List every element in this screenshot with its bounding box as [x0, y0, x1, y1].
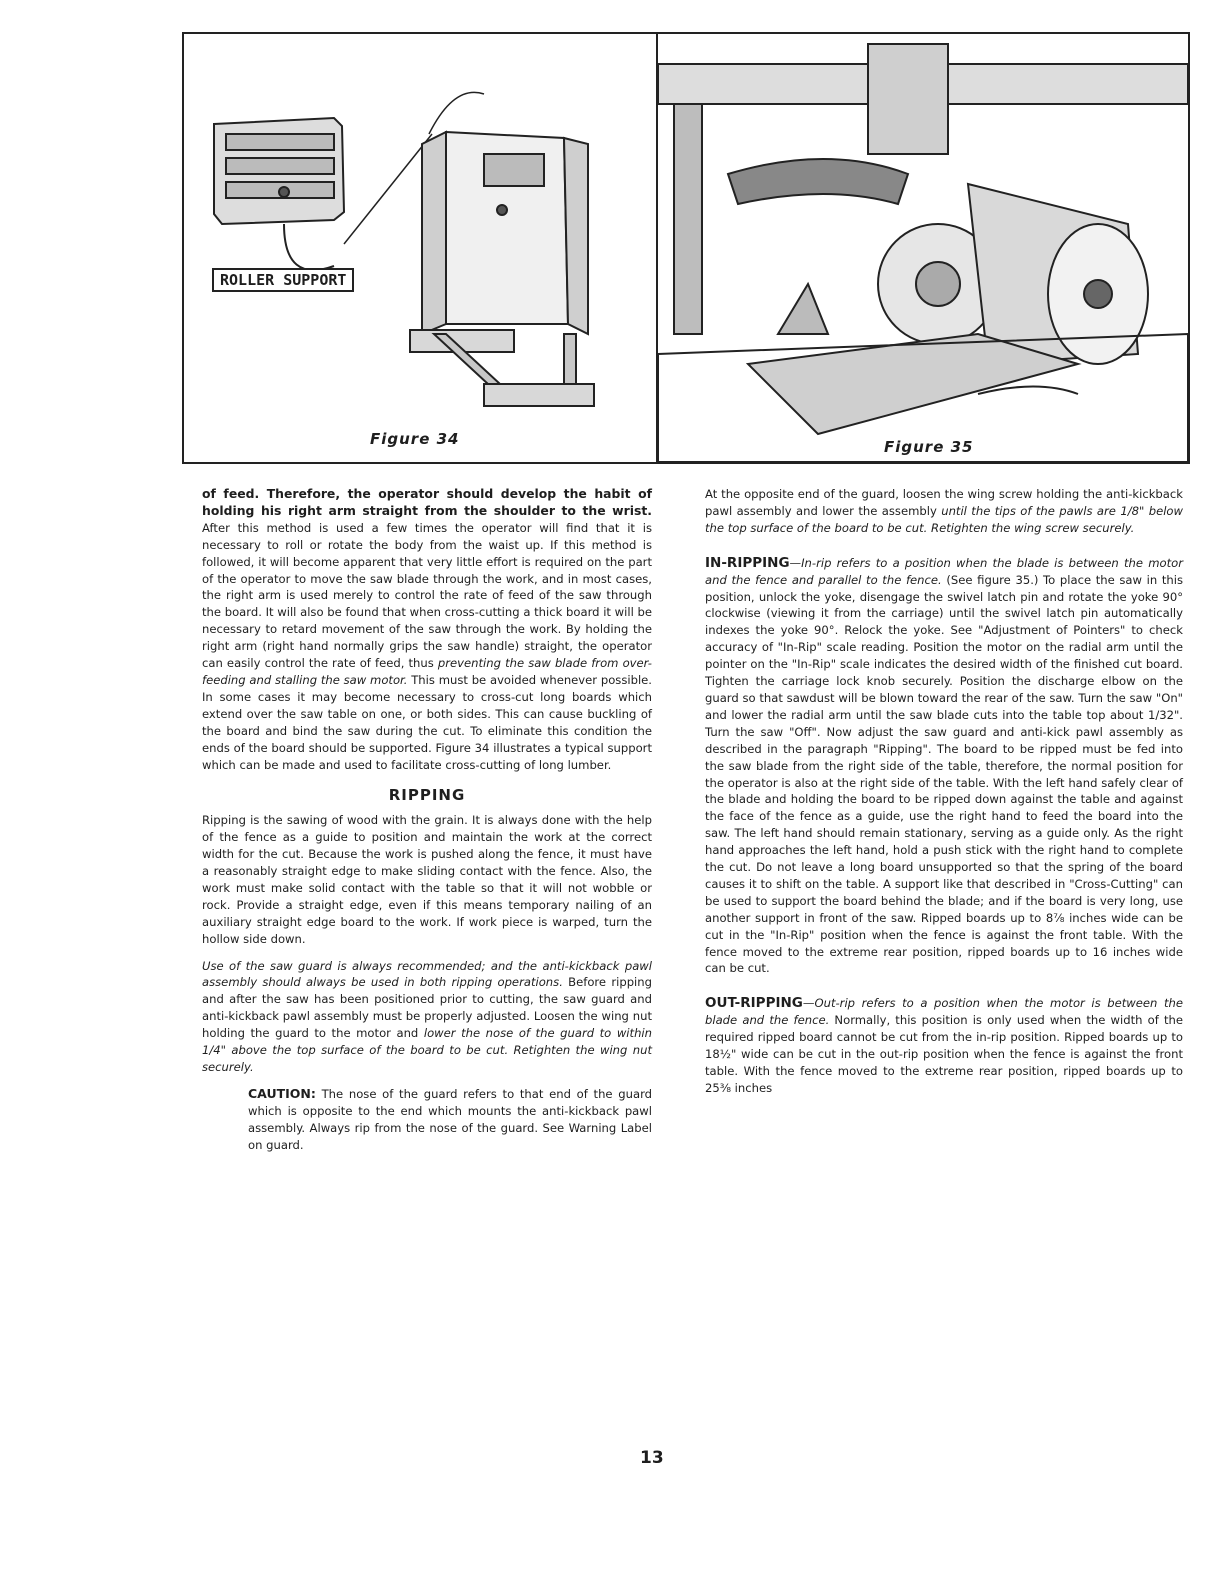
intro-paragraph	[202, 486, 652, 773]
ripping-heading: RIPPING	[388, 786, 466, 805]
out-ripping-paragraph	[705, 995, 1183, 1096]
intro-italic-text: preventing the saw blade from over-feeding and stalling the saw motor.	[202, 656, 652, 687]
ripping-paragraph: Ripping is the sawing of wood with the grain. It is always done with the help of the fence as a guide to position and maintain the work at the correct width for the cut. Because the work is pushed along the fence, it must have a reasonably straight edge to make sliding contact with the fence. Also, the work must make solid contact with the table so that it will not wobble or rock. Provide a straight edge, even if this means temporary nailing of an auxiliary straight edge board to the work. If work piece is warped, turn the hollow side down.	[202, 813, 652, 946]
figure-panel	[182, 32, 1190, 464]
in-ripping-paragraph	[705, 555, 1183, 978]
pawl-text: At the opposite end of the guard, loosen the wing screw holding the anti-kickback pawl assembly and lower the assembly	[705, 487, 1183, 518]
figure-34-caption: Figure 34	[370, 430, 460, 448]
figure-34	[184, 34, 656, 462]
intro-bold-text: of feed. Therefore, the operator should develop the habit of holding his right arm straight from the shoulder to the wrist.	[202, 486, 652, 518]
pawl-italic-text: until the tips of the pawls are 1/8" below the top surface of the board to be cut. Retighten the wing screw securely.	[705, 503, 1183, 535]
intro-text: After this method is used a few times the operator will find that it is necessary to roll or rotate the body from the waist up. If this method is followed, it will become apparent that very little effort is required on the part of the operator to move the saw blade through the work, and in most cases, the right arm is used merely to control the rate of feed of the saw through the board. It will also be found that when cross-cutting a thick board it will be necessary to retard movement of the saw through the work. By holding the right arm (right hand normally grips the saw handle) straight, the operator can easily control the rate of feed, thus	[202, 520, 652, 671]
caution-text: The nose of the guard refers to that end of the guard which is opposite to the end which mounts the anti-kickback pawl assembly. Always rip from the nose of the guard. See Warning Label on guard.	[248, 1086, 652, 1152]
roller-support-label: ROLLER SUPPORT	[212, 268, 354, 292]
page-number: 13	[640, 1448, 664, 1468]
guard-italic-text: Use of the saw guard is always recommended; and the anti-kickback pawl assembly should always be used in both ripping operations.	[202, 958, 652, 990]
pawl-paragraph	[705, 486, 1183, 537]
out-ripping-definition: —Out-rip refers to a position when the motor is between the blade and the fence.	[705, 996, 1183, 1028]
left-column	[202, 486, 652, 1154]
caution-note	[248, 1086, 652, 1154]
radial-saw-in-rip-illustration	[658, 34, 1188, 462]
caution-label: CAUTION:	[248, 1085, 316, 1101]
in-ripping-definition: —In-rip refers to a position when the blade is between the motor and the fence and parallel to the fence.	[705, 555, 1183, 587]
right-column	[705, 486, 1183, 1107]
guard-italic-text-2: lower the nose of the guard to within 1/4" above the top surface of the board to be cut. Retighten the wing nut securely.	[202, 1026, 652, 1074]
figure-35	[658, 34, 1188, 462]
out-ripping-label: OUT-RIPPING	[705, 995, 803, 1012]
in-ripping-text: (See figure 35.) To place the saw in this position, unlock the yoke, disengage the swivel latch pin and rotate the yoke 90° clockwise (viewing it from the carriage) until the swivel latch pin automatically indexes the yoke 90°. Relock the yoke. See "Adjustment of Pointers" to check accuracy of "In-Rip" scale reading. Position the motor on the radial arm until the pointer on the "In-Rip" scale indicates the desired width of the finished cut board. Tighten the carriage lock knob securely. Position the discharge elbow on the guard so that sawdust will be blown toward the rear of the saw. Turn the saw "On" and lower the radial arm until the saw blade cuts into the table top about 1/32". Turn the saw "Off". Now adjust the saw guard and anti-kick pawl assembly as described in the paragraph "Ripping". The board to be ripped must be fed into the saw blade from the right side of the table, therefore, the normal position for the operator is also at the right side of the table. With the left hand safely clear of the blade and holding the board to be ripped down against the table and against the face of the fence as a guide, use the right hand to feed the board into the saw. The left hand should remain stationary, serving as a guide only. As the right hand approaches the left hand, hold a push stick with the right hand to complete the cut. Do not leave a long board unsupported so that the spring of the board causes it to shift on the table. A support like that described in "Cross-Cutting" can be used to support the board behind the blade; and if the board is very long, use another support in front of the saw. Ripped boards up to 8⅞ inches wide can be cut in the "In-Rip" position when the fence is against the front table. With the fence moved to the extreme rear position, ripped boards up to 16 inches wide can be cut.	[705, 572, 1183, 976]
in-ripping-label: IN-RIPPING	[705, 554, 790, 571]
intro-end-text: This must be avoided whenever possible. In some cases it may become necessary to cross-cut long boards which extend over the saw table on one, or both sides. This can cause buckling of the board and bind the saw during the cut. To eliminate this condition the ends of the board should be supported. Figure 34 illustrates a typical support which can be made and used to facilitate cross-cutting of long lumber.	[202, 672, 652, 772]
roller-support-illustration	[184, 34, 656, 462]
guard-text: Before ripping and after the saw has been positioned prior to cutting, the saw guard and anti-kickback pawl assembly must be properly adjusted. Loosen the wing nut holding the guard to the motor and	[202, 975, 652, 1041]
figure-35-caption: Figure 35	[884, 438, 974, 456]
out-ripping-text: Normally, this position is only used when the width of the required ripped board cannot be cut from the in-rip position. Ripped boards up to 18½" wide can be cut in the out-rip position when the fence is against the front table. With the fence moved to the extreme rear position, ripped boards up to 25⅜ inches	[705, 1013, 1184, 1095]
guard-paragraph	[202, 958, 652, 1076]
